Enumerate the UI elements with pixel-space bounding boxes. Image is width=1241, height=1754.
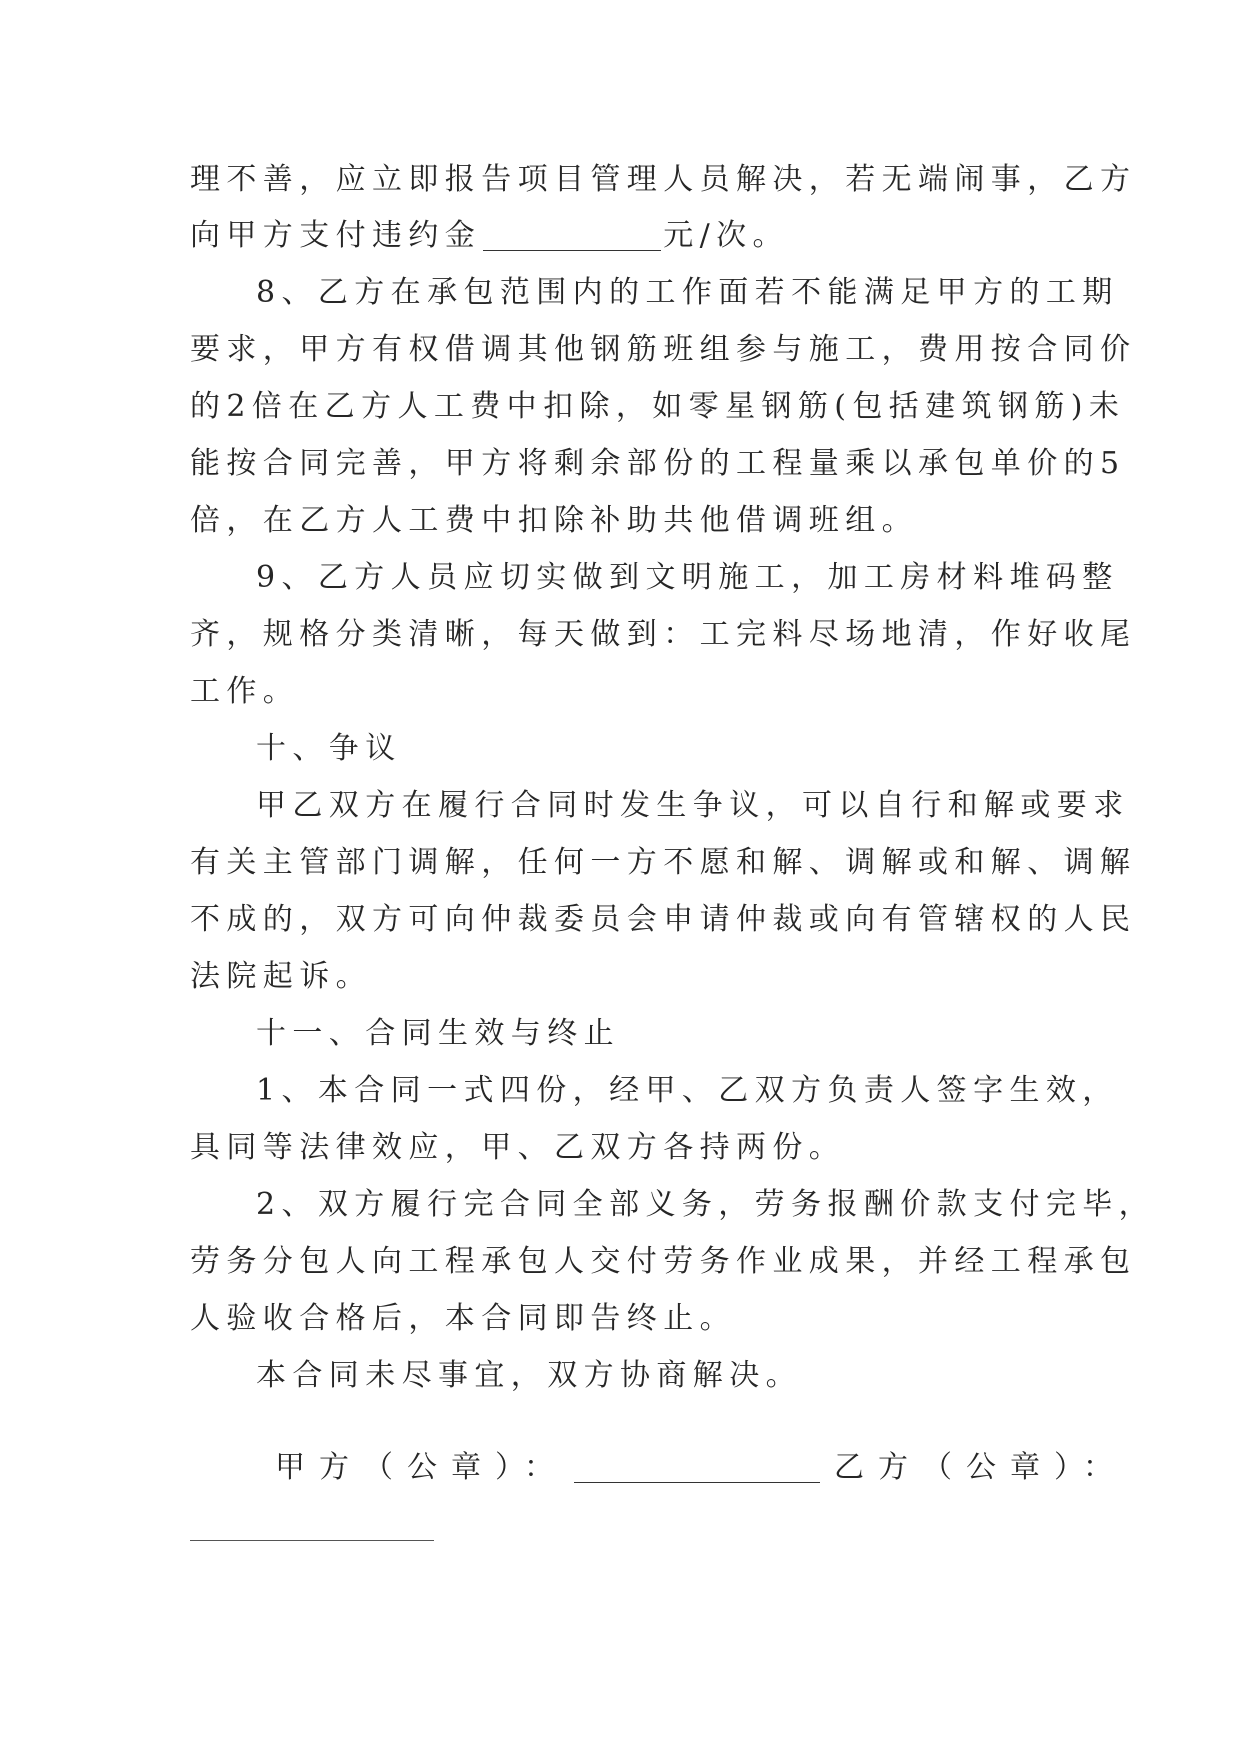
penalty-amount-blank: [483, 220, 661, 251]
clause-8-line: 的2倍在乙方人工费中扣除，如零星钢筋(包括建筑钢筋)未: [190, 389, 1126, 424]
penalty-unit: 元/次。: [663, 218, 789, 253]
clause-8-line: 要求，甲方有权借调其他钢筋班组参与施工，费用按合同价: [190, 332, 1137, 367]
effect-item-1-line: 1、本合同一式四份，经甲、乙双方负责人签字生效，: [256, 1073, 1119, 1108]
clause-9-line: 工作。: [190, 674, 300, 709]
effect-item-1-line: 具同等法律效应，甲、乙双方各持两份。: [190, 1130, 846, 1165]
party-b-seal-blank: [190, 1540, 434, 1541]
penalty-text: 向甲方支付违约金: [190, 218, 482, 253]
paragraph-line: [190, 216, 1050, 256]
clause-8-line: 8、乙方在承包范围内的工作面若不能满足甲方的工期: [256, 275, 1119, 310]
party-a-seal-blank: [574, 1452, 820, 1483]
effect-item-2-line: 2、双方履行完合同全部义务，劳务报酬价款支付完毕，: [256, 1187, 1156, 1222]
dispute-line: 法院起诉。: [190, 959, 372, 994]
signature-row: [275, 1448, 1127, 1488]
paragraph-line: 理不善，应立即报告项目管理人员解决，若无端闹事，乙方: [190, 162, 1137, 197]
clause-9-line: 齐，规格分类清晰，每天做到：工完料尽场地清，作好收尾: [190, 617, 1137, 652]
closing-line: 本合同未尽事宜，双方协商解决。: [256, 1358, 802, 1393]
section-heading-dispute: 十、争议: [256, 731, 402, 766]
dispute-line: 甲乙双方在履行合同时发生争议，可以自行和解或要求: [256, 788, 1130, 823]
party-b-seal-label: 乙方（公章）：: [834, 1450, 1127, 1485]
dispute-line: 不成的，双方可向仲裁委员会申请仲裁或向有管辖权的人民: [190, 902, 1137, 937]
effect-item-2-line: 劳务分包人向工程承包人交付劳务作业成果，并经工程承包: [190, 1244, 1137, 1279]
clause-8-line: 倍，在乙方人工费中扣除补助共他借调班组。: [190, 503, 918, 538]
clause-8-line: 能按合同完善，甲方将剩余部份的工程量乘以承包单价的5: [190, 446, 1126, 481]
clause-9-line: 9、乙方人员应切实做到文明施工，加工房材料堆码整: [256, 560, 1119, 595]
effect-item-2-line: 人验收合格后，本合同即告终止。: [190, 1301, 736, 1336]
section-heading-effect: 十一、合同生效与终止: [256, 1016, 620, 1051]
dispute-line: 有关主管部门调解，任何一方不愿和解、调解或和解、调解: [190, 845, 1137, 880]
party-a-seal-label: 甲方（公章）：: [275, 1450, 568, 1485]
